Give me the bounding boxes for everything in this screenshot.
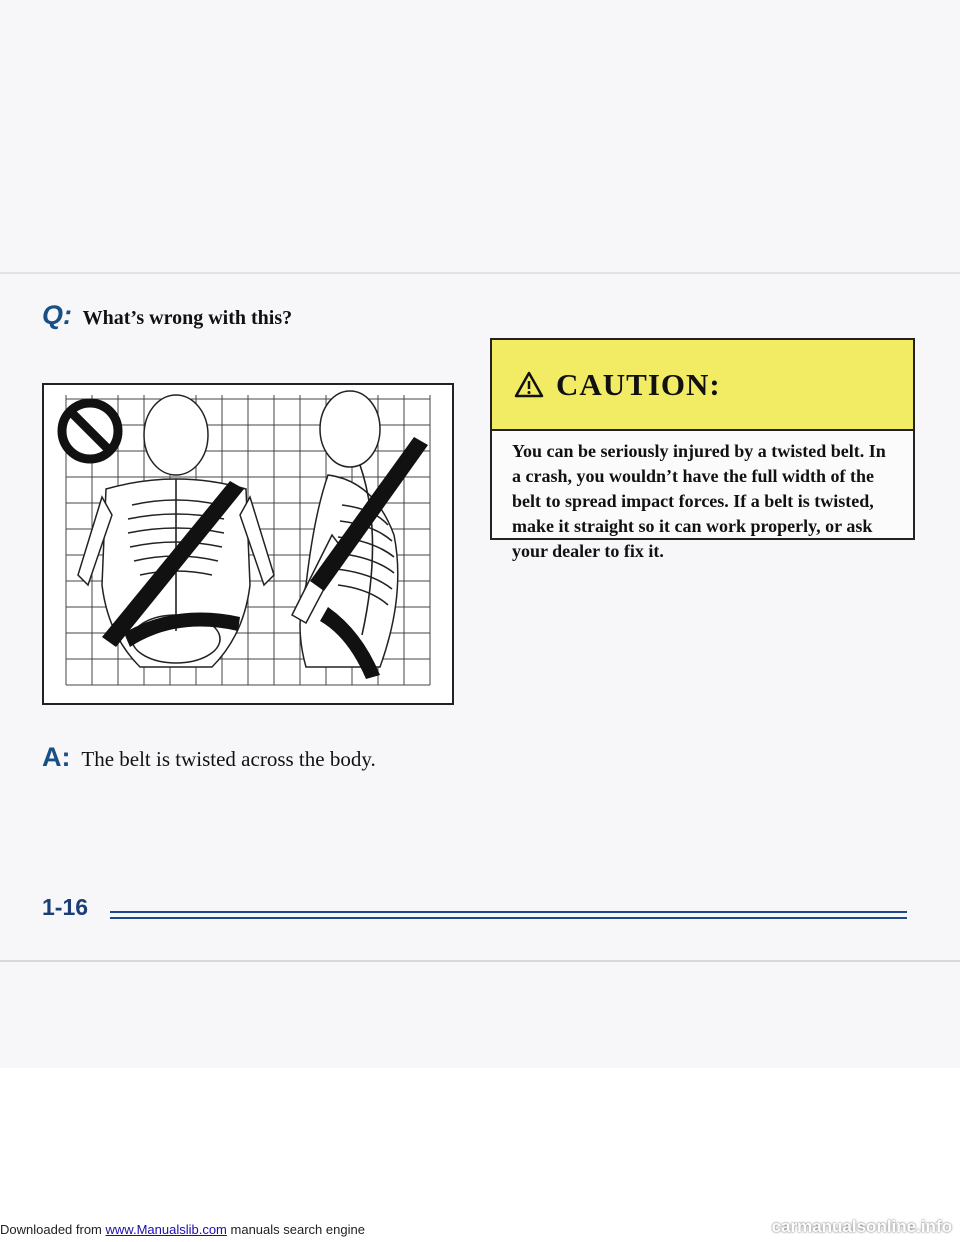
caution-box: [490, 338, 915, 561]
answer: [42, 742, 376, 773]
prohibition-icon: [62, 403, 118, 459]
footer-prefix: Downloaded from: [0, 1222, 102, 1237]
footer-rule-top: [110, 911, 907, 913]
caution-header: [492, 340, 913, 431]
question-mark: Q:: [42, 300, 72, 330]
bottom-divider: [0, 960, 960, 962]
footer-suffix: manuals search engine: [230, 1222, 365, 1237]
question: [42, 300, 292, 331]
warning-triangle-icon: [514, 371, 544, 398]
answer-text: The belt is twisted across the body.: [81, 747, 376, 771]
manualslib-link[interactable]: www.Manualslib.com: [105, 1222, 227, 1237]
seatbelt-illustration: [42, 383, 454, 705]
answer-mark: A:: [42, 742, 71, 772]
page-number: 1-16: [42, 894, 89, 920]
top-divider: [0, 272, 960, 274]
watermark: carmanualsonline.info: [771, 1217, 952, 1236]
question-text: What’s wrong with this?: [82, 307, 293, 329]
download-footer: [0, 1222, 365, 1237]
footer-rule-bottom: [110, 917, 907, 919]
caution-title: CAUTION:: [556, 366, 721, 402]
caution-body: You can be seriously injured by a twisted belt. In a crash, you wouldn’t have the full width of the belt to spread impact forces. If a belt is twisted, make it straight so it can work properly, or ask your dealer to fix it.: [512, 441, 886, 561]
